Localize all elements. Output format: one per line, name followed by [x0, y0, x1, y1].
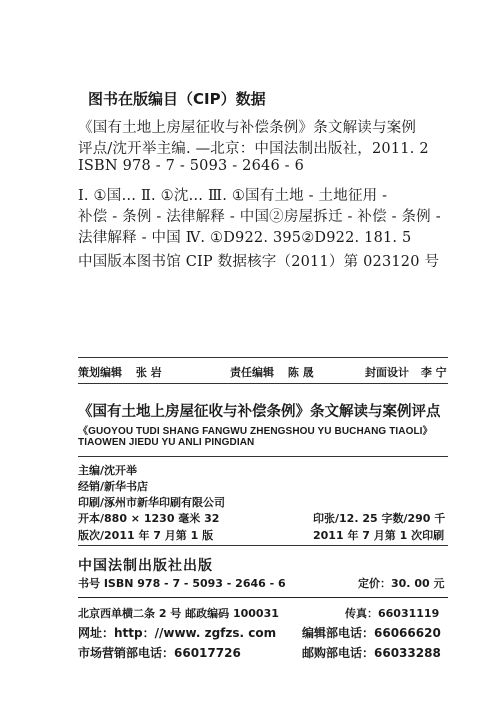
responsible-editor: 陈 晟 [287, 366, 314, 379]
cover-design: 李 宁 [420, 366, 447, 379]
credits-row [365, 364, 447, 380]
marketing-phone: 市场营销部电话：66017726 [78, 646, 241, 660]
cip-line: 《国有土地上房屋征收与补偿条例》条文解读与案例 [78, 120, 417, 136]
planning-editor-label: 策划编辑 [78, 366, 122, 379]
publisher-rule-bottom [78, 597, 448, 598]
cip-line: 法律解释 - 中国 Ⅳ. ①D922. 395②D922. 181. 5 [78, 230, 412, 246]
cip-line: Ⅰ. ①国… Ⅱ. ①沈… Ⅲ. ①国有土地 - 土地征用 - [78, 188, 388, 204]
book-editor: 主编/沈开举 [78, 464, 138, 477]
publisher-price: 定价：30. 00 元 [358, 577, 445, 590]
book-format: 开本/880 × 1230 毫米 32 [78, 512, 220, 525]
book-pinyin: TIAOWEN JIEDU YU ANLI PINGDIAN [78, 437, 255, 448]
cip-line: 评点/沈开举主编. —北京：中国法制出版社，2011. 2 [78, 141, 429, 157]
credits-row [78, 364, 162, 380]
book-title: 《国有土地上房屋征收与补偿条例》条文解读与案例评点 [78, 404, 441, 420]
publisher-name: 中国法制出版社出版 [78, 558, 213, 574]
book-printing: 2011 年 7 月第 1 次印刷 [313, 529, 445, 542]
cip-line: ISBN 978 - 7 - 5093 - 2646 - 6 [78, 158, 305, 174]
publisher-address: 北京西单横二条 2 号 邮政编码 100031 [78, 607, 279, 620]
credits-row [230, 364, 314, 380]
cover-design-label: 封面设计 [365, 366, 409, 379]
credits-rule-top [78, 357, 448, 358]
book-rule [78, 456, 448, 457]
publisher-fax: 传真：66031119 [345, 607, 440, 620]
credits-rule-bottom [78, 383, 448, 384]
book-sheets: 印张/12. 25 字数/290 千 [313, 512, 446, 525]
planning-editor: 张 岩 [135, 366, 162, 379]
cip-line: 中国版本图书馆 CIP 数据核字（2011）第 023120 号 [78, 254, 440, 270]
book-pinyin: 《GUOYOU TUDI SHANG FANGWU ZHENGSHOU YU BUCHANG TIAOLI》 [78, 426, 433, 437]
book-edition: 版次/2011 年 7 月第 1 版 [78, 529, 214, 542]
cip-line: 补偿 - 条例 - 法律解释 - 中国②房屋拆迁 - 补偿 - 条例 - [78, 209, 441, 225]
book-printer: 印刷/涿州市新华印刷有限公司 [78, 496, 226, 509]
mail-phone: 邮购部电话：66033288 [302, 646, 441, 660]
publisher-rule-top [78, 545, 448, 546]
editorial-phone: 编辑部电话：66066620 [302, 626, 441, 640]
publisher-website: 网址：http：//www. zgfzs. com [78, 626, 277, 640]
book-distributor: 经销/新华书店 [78, 480, 149, 493]
cip-heading: 图书在版编目（CIP）数据 [88, 90, 266, 108]
publisher-isbn: 书号 ISBN 978 - 7 - 5093 - 2646 - 6 [78, 577, 286, 590]
responsible-editor-label: 责任编辑 [230, 366, 274, 379]
